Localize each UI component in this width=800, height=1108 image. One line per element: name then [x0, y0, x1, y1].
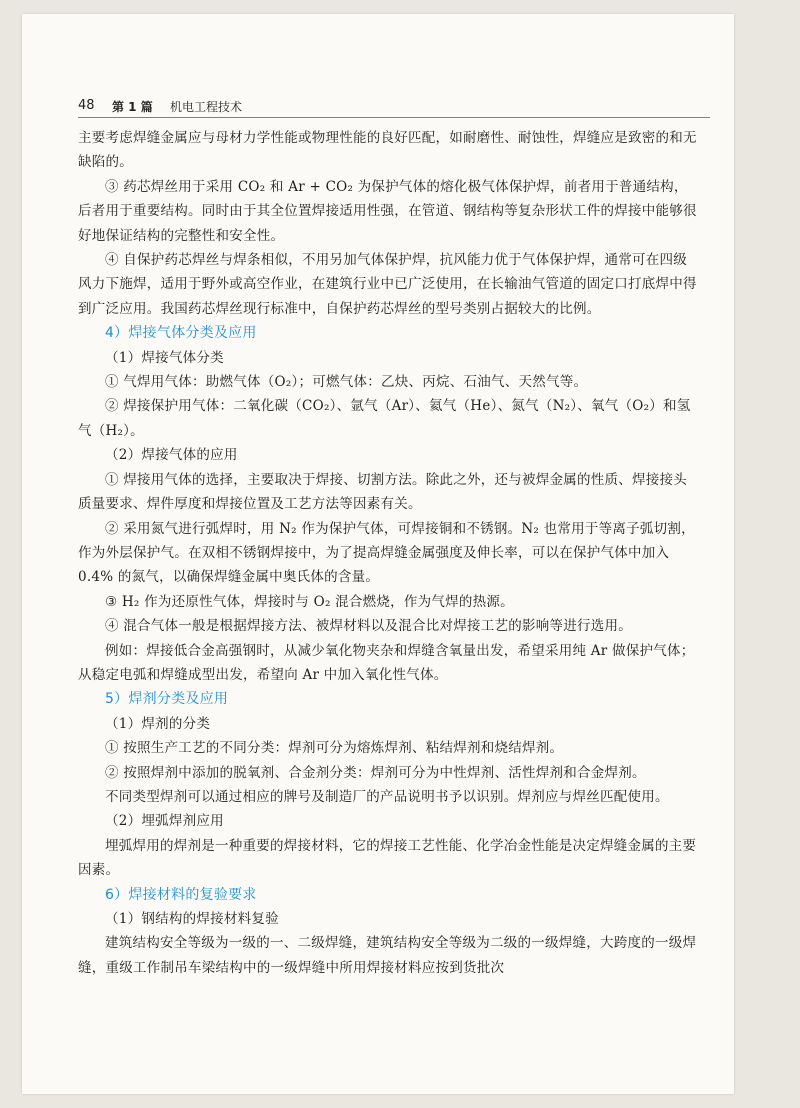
section-heading: 4）焊接气体分类及应用: [105, 325, 257, 342]
header-rule: [78, 117, 710, 118]
section-heading: 5）焊剂分类及应用: [105, 691, 229, 708]
paragraph: ④ 混合气体一般是根据焊接方法、被焊材料以及混合比对焊接工艺的影响等进行选用。: [105, 618, 633, 635]
paragraph: ② 按照焊剂中添加的脱氧剂、合金剂分类：焊剂可分为中性焊剂、活性焊剂和合金焊剂。: [105, 764, 646, 781]
paragraph: ④ 自保护药芯焊丝与焊条相似，不用另加气体保护焊，抗风能力优于气体保护焊，通常可在四级风力下施焊，适用于野外或高空作业，在建筑行业中已广泛使用，在长输油气管道的固定口打底焊中得到广泛应用。我国药芯焊丝现行标准中，自保护药芯焊丝的型号类别占据较大的比例。: [78, 252, 697, 317]
paragraph: （2）埋弧焊剂应用: [105, 813, 224, 830]
page-number: 48: [78, 98, 95, 113]
paragraph: 建筑结构安全等级为一级的一、二级焊缝，建筑结构安全等级为二级的一级焊缝，大跨度的一级焊缝，重级工作制吊车梁结构中的一级焊缝中所用焊接材料应按到货批次: [78, 935, 697, 976]
paragraph: ② 焊接保护用气体：二氧化碳（CO₂）、氩气（Ar）、氦气（He）、氮气（N₂）、氧气（O₂）和氢气（H₂）。: [78, 398, 691, 439]
paragraph: ① 焊接用气体的选择，主要取决于焊接、切割方法。除此之外，还与被焊金属的性质、焊接接头质量要求、焊件厚度和焊接位置及工艺方法等因素有关。: [78, 471, 688, 513]
paragraph: 埋弧焊用的焊剂是一种重要的焊接材料，它的焊接工艺性能、化学冶金性能是决定焊缝金属的主要因素。: [78, 837, 697, 879]
paragraph: ① 气焊用气体：助燃气体（O₂）；可燃气体：乙炔、丙烷、石油气、天然气等。: [105, 374, 588, 391]
part-label: 第 1 篇: [112, 100, 153, 114]
running-header: [78, 94, 710, 118]
section-title: 机电工程技术: [170, 100, 243, 114]
paragraph: （1）钢结构的焊接材料复验: [105, 911, 279, 927]
paragraph: （1）焊剂的分类: [105, 715, 211, 732]
section-heading: 6）焊接材料的复验要求: [105, 886, 257, 903]
paragraph: 不同类型焊剂可以通过相应的牌号及制造厂的产品说明书予以识别。焊剂应与焊丝匹配使用。: [105, 788, 669, 805]
paragraph: 主要考虑焊缝金属应与母材力学性能或物理性能的良好匹配，如耐磨性、耐蚀性，焊缝应是致密的和无缺陷的。: [78, 130, 697, 171]
page-body: [78, 126, 700, 980]
paragraph: ② 采用氮气进行弧焊时，用 N₂ 作为保护气体，可焊接铜和不锈钢。N₂ 也常用于等离子弧切割，作为外层保护气。在双相不锈钢焊接中，为了提高焊缝金属强度及伸长率，可以在保护气体中加入 0.4% 的氮气，以确保焊缝金属中奥氏体的含量。: [78, 520, 695, 586]
paragraph: ③ H₂ 作为还原性气体，焊接时与 O₂ 混合燃烧，作为气焊的热源。: [105, 593, 514, 610]
paragraph: ③ 药芯焊丝用于采用 CO₂ 和 Ar + CO₂ 为保护气体的熔化极气体保护焊，前者用于普通结构，后者用于重要结构。同时由于其全位置焊接适用性强，在管道、钢结构等复杂形状工件的焊接中能够很好地保证结构的完整性和安全性。: [78, 178, 697, 244]
paragraph: （2）焊接气体的应用: [105, 447, 238, 464]
paragraph: （1）焊接气体分类: [105, 349, 224, 366]
paragraph: 例如：焊接低合金高强钢时，从减少氧化物夹杂和焊缝含氧量出发，希望采用纯 Ar 做保护气体；从稳定电弧和焊缝成型出发，希望向 Ar 中加入氧化性气体。: [78, 642, 695, 683]
book-page: [22, 14, 734, 1094]
paragraph: ① 按照生产工艺的不同分类：焊剂可分为熔炼焊剂、粘结焊剂和烧结焊剂。: [105, 740, 564, 757]
